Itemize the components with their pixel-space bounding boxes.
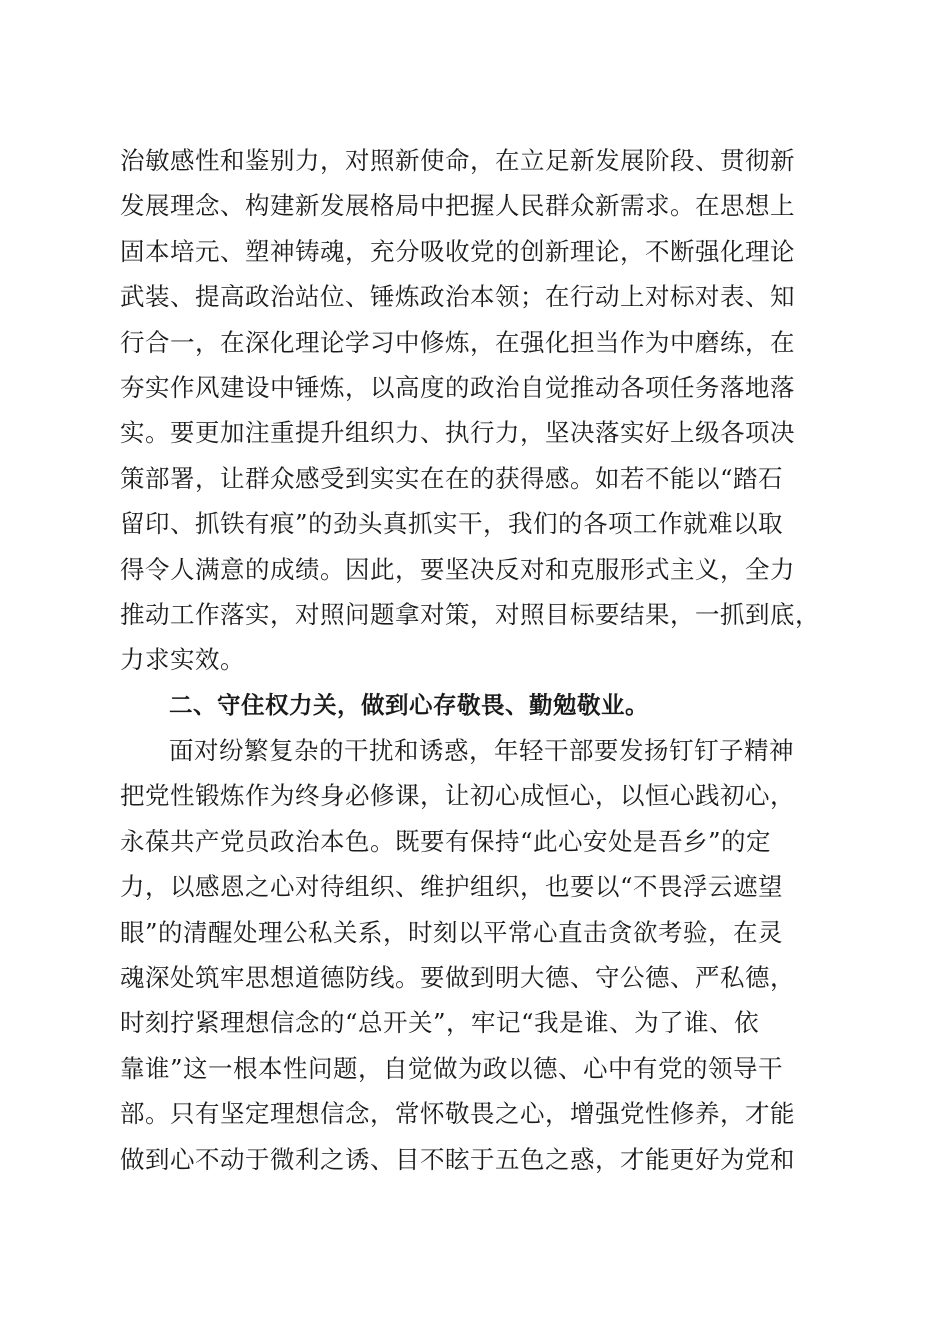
paragraph-1-line: 力求实效。 xyxy=(120,645,245,675)
paragraph-1-line: 策部署，让群众感受到实实在在的获得感。如若不能以“踏石 xyxy=(120,463,784,493)
paragraph-1-line: 得令人满意的成绩。因此，要坚决反对和克服形式主义，全力 xyxy=(120,554,795,584)
paragraph-2-line: 做到心不动于微利之诱、目不眩于五色之惑，才能更好为党和 xyxy=(120,1144,795,1174)
paragraph-1-line: 武装、提高政治站位、锤炼政治本领；在行动上对标对表、知 xyxy=(120,282,795,312)
paragraph-2-line: 力，以感恩之心对待组织、维护组织，也要以“不畏浮云遮望 xyxy=(120,872,784,902)
section-heading-2: 二、守住权力关，做到心存敬畏、勤勉敬业。 xyxy=(169,690,649,719)
paragraph-2-line: 魂深处筑牢思想道德防线。要做到明大德、守公德、严私德， xyxy=(120,963,795,993)
paragraph-2-line: 永葆共产党员政治本色。既要有保持“此心安处是吾乡”的定 xyxy=(120,826,772,856)
paragraph-2-line: 部。只有坚定理想信念，常怀敬畏之心，增强党性修养，才能 xyxy=(120,1099,795,1129)
paragraph-1-line: 行合一，在深化理论学习中修炼，在强化担当作为中磨练，在 xyxy=(120,327,795,357)
paragraph-2-line: 时刻拧紧理想信念的“总开关”，牢记“我是谁、为了谁、依 xyxy=(120,1008,760,1038)
paragraph-1-line: 发展理念、构建新发展格局中把握人民群众新需求。在思想上 xyxy=(120,191,795,221)
paragraph-1-line: 夯实作风建设中锤炼，以高度的政治自觉推动各项任务落地落 xyxy=(120,372,795,402)
paragraph-1-line: 实。要更加注重提升组织力、执行力，坚决落实好上级各项决 xyxy=(120,418,795,448)
document-body xyxy=(120,138,830,1182)
paragraph-1-line: 固本培元、塑神铸魂，充分吸收党的创新理论，不断强化理论 xyxy=(120,236,795,266)
paragraph-2-line: 面对纷繁复杂的干扰和诱惑，年轻干部要发扬钉钉子精神 xyxy=(169,736,794,766)
paragraph-1-line: 推动工作落实，对照问题拿对策，对照目标要结果，一抓到底， xyxy=(120,599,820,629)
paragraph-2-line: 眼”的清醒处理公私关系，时刻以平常心直击贪欲考验，在灵 xyxy=(120,917,784,947)
paragraph-2-line: 把党性锻炼作为终身必修课，让初心成恒心，以恒心践初心， xyxy=(120,781,795,811)
paragraph-2-line: 靠谁”这一根本性问题，自觉做为政以德、心中有党的领导干 xyxy=(120,1053,784,1083)
paragraph-1-line: 留印、抓铁有痕”的劲头真抓实干，我们的各项工作就难以取 xyxy=(120,509,784,539)
paragraph-1-line: 治敏感性和鉴别力，对照新使命，在立足新发展阶段、贯彻新 xyxy=(120,146,795,175)
